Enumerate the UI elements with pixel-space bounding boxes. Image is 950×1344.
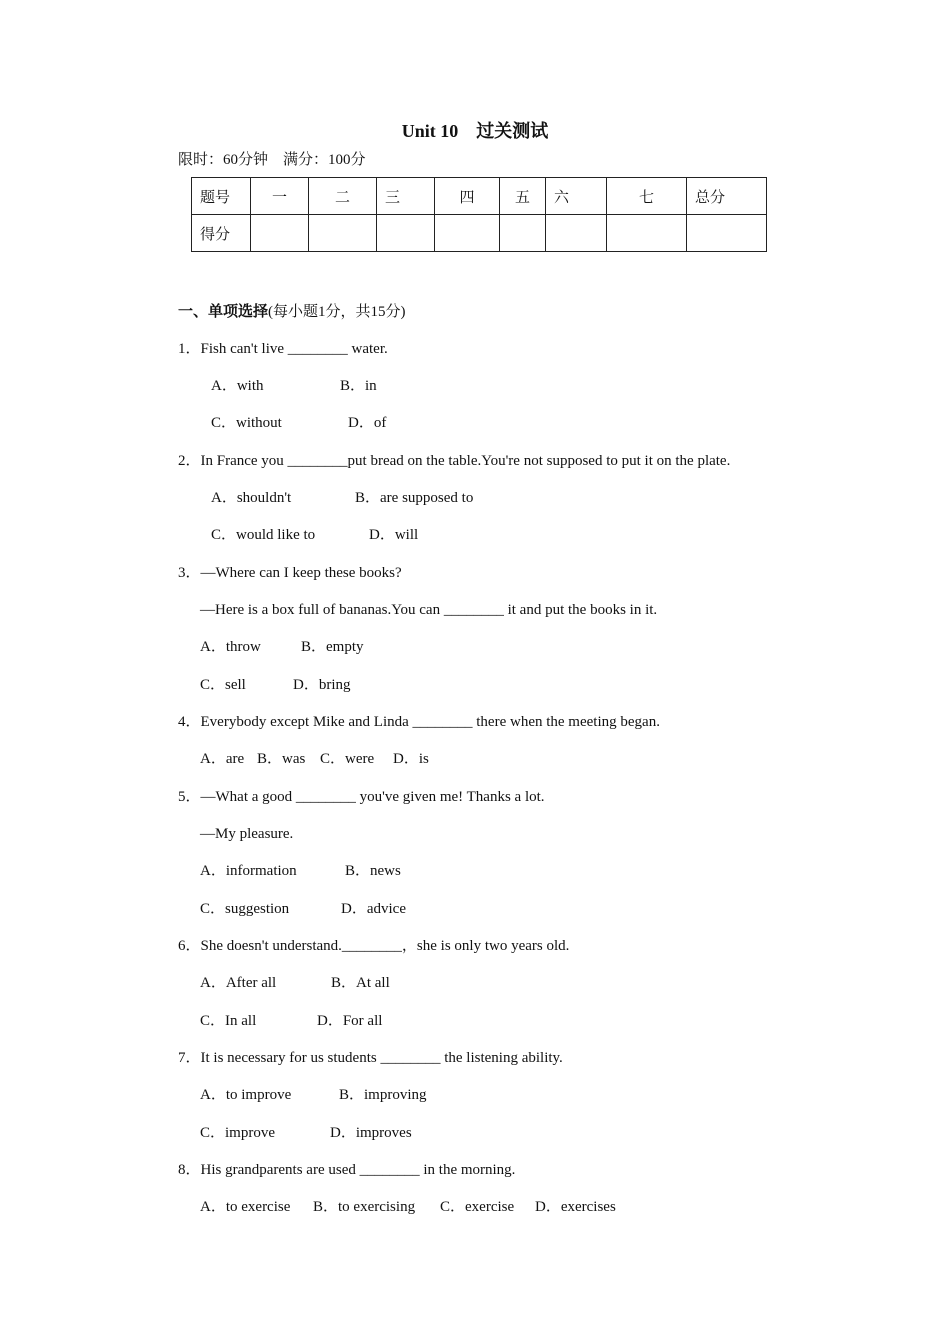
option: B．improving <box>339 1087 427 1103</box>
question-stem: 1．Fish can't live ________ water. <box>178 341 388 357</box>
option: D．is <box>393 751 429 767</box>
option: A．to improve <box>200 1087 292 1103</box>
option: A．throw <box>200 639 261 655</box>
score-cell <box>377 215 435 252</box>
option: B．empty <box>301 639 364 655</box>
question-stem: 5．—What a good ________ you've given me! Thanks a lot. <box>178 789 545 805</box>
page-title: Unit 10 过关测试 <box>401 121 549 141</box>
question-stem: 8．His grandparents are used ________ in the morning. <box>178 1162 516 1178</box>
option: D．bring <box>293 677 351 693</box>
option: C．exercise <box>440 1199 515 1215</box>
option: C．without <box>211 415 282 431</box>
question-stem: 4．Everybody except Mike and Linda ________ there when the meeting began. <box>178 714 660 730</box>
score-header-cell: 六 <box>546 178 607 215</box>
option: A．to exercise <box>200 1199 291 1215</box>
question-stem-line2: —Here is a box full of bananas.You can ________ it and put the books in it. <box>200 602 658 618</box>
option: C．In all <box>200 1013 257 1029</box>
score-header-cell: 二 <box>309 178 377 215</box>
score-table-score-row <box>192 215 767 252</box>
option: C．sell <box>200 677 246 693</box>
option: B．are supposed to <box>355 490 474 506</box>
score-row-label: 得分 <box>192 215 251 252</box>
option: A．After all <box>200 975 277 991</box>
score-header-cell: 五 <box>500 178 546 215</box>
question-stem: 6．She doesn't understand.________，she is only two years old. <box>178 938 570 954</box>
option: B．At all <box>331 975 390 991</box>
score-table-header-row <box>192 178 767 215</box>
score-cell <box>251 215 309 252</box>
option: A．shouldn't <box>211 490 292 506</box>
score-cell <box>607 215 687 252</box>
exam-meta: 限时：60分钟 满分：100分 <box>178 152 366 168</box>
score-header-cell: 一 <box>251 178 309 215</box>
score-cell <box>500 215 546 252</box>
option: D．For all <box>317 1013 383 1029</box>
section-note: (每小题1分，共15分) <box>268 304 406 320</box>
option: A．are <box>200 751 245 767</box>
score-header-cell: 七 <box>607 178 687 215</box>
question-stem: 3．—Where can I keep these books? <box>178 565 402 581</box>
score-header-cell: 总分 <box>687 178 767 215</box>
option: B．news <box>345 863 401 879</box>
option: C．suggestion <box>200 901 290 917</box>
option: A．information <box>200 863 297 879</box>
option: D．exercises <box>535 1199 616 1215</box>
option: D．improves <box>330 1125 412 1141</box>
option: C．improve <box>200 1125 275 1141</box>
score-cell <box>687 215 767 252</box>
question-stem-line2: —My pleasure. <box>200 826 294 842</box>
score-header-cell: 三 <box>377 178 435 215</box>
option: B．to exercising <box>313 1199 416 1215</box>
section-heading <box>178 300 406 321</box>
score-cell <box>435 215 500 252</box>
score-header-cell: 题号 <box>192 178 251 215</box>
option: D．will <box>369 527 419 543</box>
score-cell <box>546 215 607 252</box>
score-table <box>191 177 767 252</box>
option: A．with <box>211 378 264 394</box>
option: D．of <box>348 415 387 431</box>
score-header-cell: 四 <box>435 178 500 215</box>
option: B．was <box>257 751 306 767</box>
option: B．in <box>340 378 377 394</box>
question-stem: 7．It is necessary for us students ________ the listening ability. <box>178 1050 563 1066</box>
score-cell <box>309 215 377 252</box>
option: C．would like to <box>211 527 316 543</box>
option: C．were <box>320 751 375 767</box>
section-title: 一、单项选择 <box>178 304 269 320</box>
question-stem: 2．In France you ________put bread on the table.You're not supposed to put it on the plate. <box>178 453 731 469</box>
option: D．advice <box>341 901 406 917</box>
